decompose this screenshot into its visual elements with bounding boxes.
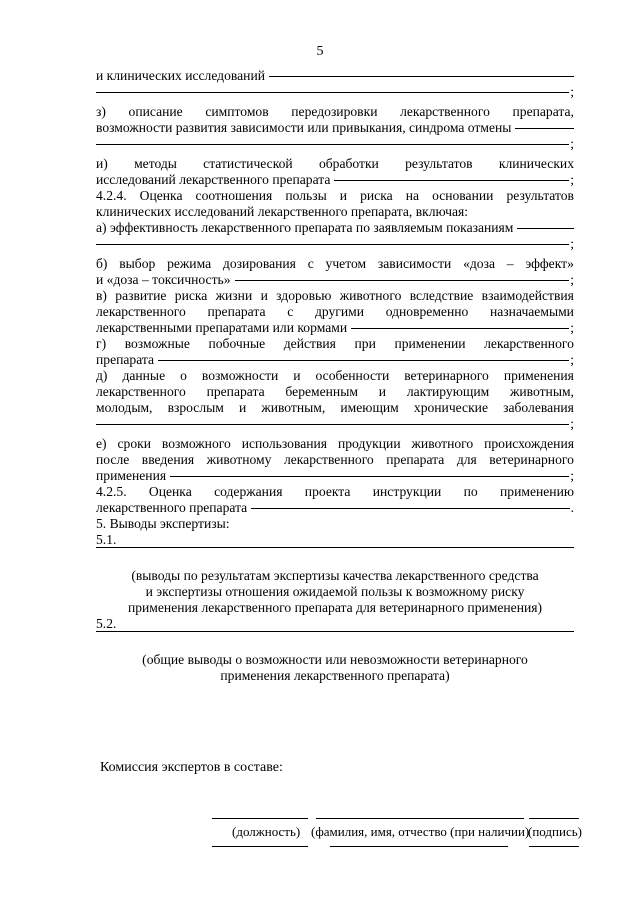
word: введения [141, 452, 195, 467]
word: вследствие [409, 288, 474, 303]
text-clinical-research: и клинических исследований [96, 68, 265, 83]
word: с [287, 304, 294, 319]
blank-field[interactable] [235, 280, 570, 281]
word: заболевания [503, 400, 574, 415]
blank-field[interactable] [334, 180, 569, 181]
blank-field[interactable] [515, 128, 574, 129]
word: основании [432, 188, 494, 203]
item-d-line1 [96, 368, 574, 384]
blank-field[interactable] [269, 76, 574, 77]
section-4-2-4-line1 [96, 188, 574, 204]
word: соотношения [195, 188, 273, 203]
word: лекарственного [484, 336, 574, 351]
blank-field[interactable] [170, 476, 569, 477]
word: беременным [285, 384, 358, 399]
item-e-line1 [96, 436, 574, 452]
signature-field[interactable] [529, 846, 579, 847]
item-i-line1 [96, 156, 574, 172]
blank-field[interactable] [96, 424, 569, 425]
word: и [293, 368, 301, 383]
word: передозировки [291, 104, 378, 119]
word: выбор [119, 256, 156, 271]
item-b-line1 [96, 256, 574, 272]
word: режима [167, 256, 212, 271]
item-d-line3 [96, 400, 574, 416]
text-line [96, 634, 574, 650]
word: развитие [115, 288, 167, 303]
item-v-line2 [96, 304, 574, 320]
word: побочные [208, 336, 266, 351]
word: животным, [510, 384, 574, 399]
word: дозирования [222, 256, 296, 271]
item-d-line2 [96, 384, 574, 400]
section-5-heading: 5. Выводы экспертизы: [96, 516, 230, 531]
word: 4.2.4. [96, 188, 127, 203]
text-line: препарата ; [96, 352, 574, 367]
word: после [96, 452, 130, 467]
text-line: ; [96, 84, 574, 100]
position-field[interactable] [212, 846, 308, 847]
word: для [456, 452, 477, 467]
caption-line: и экспертизы отношения ожидаемой пользы к возможному риску [145, 584, 525, 599]
word: д) [96, 368, 108, 383]
item-e-line2 [96, 452, 574, 468]
word: лактирующим [406, 384, 490, 399]
word: имеющим [340, 400, 399, 415]
word: Оценка [148, 484, 192, 499]
word: ветеринарного [404, 368, 489, 383]
word: применения [503, 368, 574, 383]
item-z-line1 [96, 104, 574, 120]
page-number: 5 [316, 44, 324, 59]
word: инструкции [372, 484, 442, 499]
word: здоровью [276, 288, 332, 303]
section-5-2: 5.2. [96, 616, 117, 631]
word: риска [174, 288, 208, 303]
word: з) [96, 104, 106, 119]
text-line: а) эффективность лекарственного препарата по заявляемым показаниям [96, 220, 574, 236]
word: пользы [285, 188, 327, 203]
word: методы [134, 156, 177, 171]
blank-field[interactable] [158, 360, 569, 361]
word: б) [96, 256, 108, 271]
word: происхождения [484, 436, 574, 451]
word: продукции [337, 436, 401, 451]
word: по [463, 484, 478, 499]
word: риска [360, 188, 393, 203]
blank-field-5-1[interactable] [96, 547, 574, 548]
word: взаимодействия [481, 288, 574, 303]
caption-line: (общие выводы о возможности или невозможности ветеринарного [142, 652, 528, 667]
item-g-line1 [96, 336, 574, 352]
signature-field[interactable] [529, 818, 579, 819]
caption-line: применения лекарственного препарата для ветеринарного применения) [127, 600, 543, 615]
caption-line: (выводы по результатам экспертизы качества лекарственного средства [131, 568, 539, 583]
document-body [96, 68, 574, 684]
word: препарата [207, 304, 266, 319]
word: лекарственного [96, 304, 186, 319]
caption-line: применения лекарственного препарата) [220, 668, 450, 683]
word: возможности [201, 368, 279, 383]
word: содержания [214, 484, 283, 499]
text-line: лекарственного препарата . [96, 500, 574, 515]
text-line: и «доза – токсичность» ; [96, 272, 574, 287]
word: статистической [203, 156, 293, 171]
word: особенности [315, 368, 390, 383]
word: препарата [206, 384, 265, 399]
blank-field[interactable] [96, 244, 569, 245]
word: и) [96, 156, 108, 171]
word: ветеринарного [489, 452, 574, 467]
word: взрослым [167, 400, 224, 415]
word: Оценка [139, 188, 183, 203]
blank-field[interactable] [251, 508, 569, 509]
word: в) [96, 288, 107, 303]
word: другими [314, 304, 364, 319]
text-line: применения ; [96, 468, 574, 483]
word: «доза [463, 256, 496, 271]
word: животного [339, 288, 402, 303]
name-field[interactable] [316, 818, 524, 819]
word: животного [411, 436, 474, 451]
word: и [378, 384, 387, 399]
word: и [260, 288, 268, 303]
word: животным, [261, 400, 326, 415]
text-line: возможности развития зависимости или привыкания, синдрома отмены [96, 120, 574, 136]
word: г) [96, 336, 107, 351]
commission-heading: Комиссия экспертов в составе: [100, 760, 283, 775]
word: назначаемыми [490, 304, 574, 319]
word: 4.2.5. [96, 484, 127, 499]
word: молодым, [96, 400, 153, 415]
word: описание [128, 104, 183, 119]
word: применении [394, 336, 466, 351]
word: жизни [215, 288, 253, 303]
word: возможные [124, 336, 190, 351]
word: данные [122, 368, 166, 383]
position-label: (должность) [232, 824, 301, 839]
word: с [307, 256, 314, 271]
blank-field[interactable] [517, 228, 574, 229]
word: препарата, [512, 104, 574, 119]
name-label: (фамилия, имя, отчество (при наличии) [311, 824, 530, 839]
name-field[interactable] [330, 846, 508, 847]
text-line [96, 550, 574, 566]
word: зависимости [377, 256, 452, 271]
position-field[interactable] [212, 818, 308, 819]
blank-field[interactable] [96, 144, 569, 145]
section-4-2-5-line1 [96, 484, 574, 500]
word: результатов [506, 188, 574, 203]
word: результатов [405, 156, 473, 171]
text-line: ; [96, 416, 574, 432]
section-5-1: 5.1. [96, 532, 117, 547]
word: хронические [413, 400, 488, 415]
word: эффект» [525, 256, 574, 271]
word: на [405, 188, 420, 203]
word: при [354, 336, 376, 351]
text-line: ; [96, 236, 574, 252]
word: лекарственного [283, 452, 374, 467]
word: клинических [498, 156, 574, 171]
word: лекарственного [400, 104, 490, 119]
blank-field[interactable] [351, 328, 569, 329]
word: использования [241, 436, 328, 451]
word: одновременно [385, 304, 469, 319]
word: симптомов [205, 104, 269, 119]
word: сроки [117, 436, 151, 451]
word: применению [500, 484, 574, 499]
word: обработки [318, 156, 379, 171]
word: проекта [304, 484, 351, 499]
text-line [96, 68, 574, 84]
word: возможного [161, 436, 231, 451]
word: и [339, 188, 348, 203]
blank-field-5-2[interactable] [96, 631, 574, 632]
word: е) [96, 436, 107, 451]
blank-field[interactable] [96, 92, 569, 93]
word: учетом [325, 256, 367, 271]
word: – [506, 256, 514, 271]
word: и [238, 400, 247, 415]
text-line: клинических исследований лекарственного препарата, включая: [96, 204, 469, 219]
word: препарата [386, 452, 445, 467]
word: животному [206, 452, 272, 467]
signature-label: (подпись) [528, 824, 582, 839]
text-line: исследований лекарственного препарата ; [96, 172, 574, 187]
word: лекарственного [96, 384, 186, 399]
text-line: ; [96, 136, 574, 152]
text-line: лекарственными препаратами или кормами ; [96, 320, 574, 335]
item-v-line1 [96, 288, 574, 304]
word: о [180, 368, 187, 383]
word: действия [283, 336, 336, 351]
